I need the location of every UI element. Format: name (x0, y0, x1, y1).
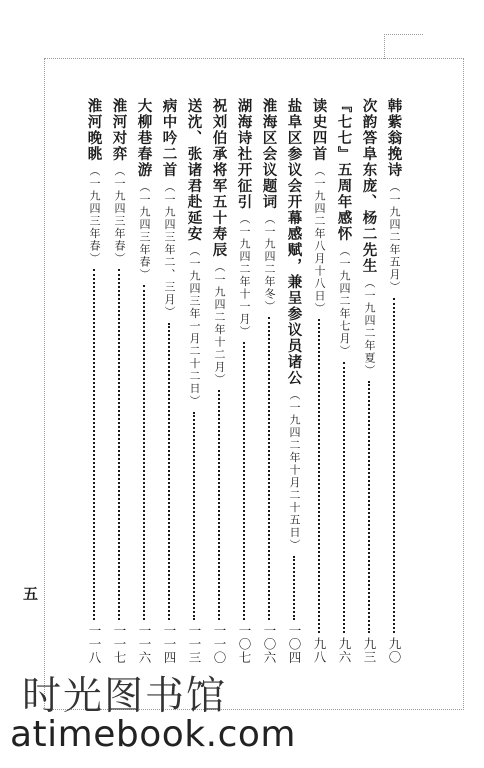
leader-dots (368, 381, 370, 633)
entry-title: 读史四首 (310, 98, 327, 162)
toc-entry[interactable] (232, 98, 256, 664)
entry-title: 盐阜区参议会开幕感赋，兼呈参议员诸公 (285, 98, 302, 386)
watermark-title: 时光图书馆 (22, 674, 228, 719)
entry-page: 一一四 (162, 623, 177, 664)
entry-date: （一九四三年春） (113, 165, 126, 265)
entry-title: 送沈、张诸君赴延安 (185, 98, 202, 242)
entry-date: （一九四二年十一月） (238, 213, 251, 338)
entry-page: 九〇 (387, 637, 402, 664)
toc-entry[interactable] (332, 98, 356, 664)
toc-entry[interactable] (357, 98, 381, 664)
entry-page: 一〇四 (287, 623, 302, 664)
entry-page: 一〇七 (237, 623, 252, 664)
entry-page: 一一六 (137, 623, 152, 664)
entry-date: （一九四三年春） (138, 181, 151, 281)
entry-date: （一九四三年春） (88, 165, 101, 265)
entry-date: （一九四二年八月十八日） (313, 165, 326, 315)
entry-date: （一九四二年五月） (388, 181, 401, 294)
entry-title: 淮河晚眺 (85, 98, 102, 162)
entry-page: 一一三 (187, 623, 202, 664)
leader-dots (193, 412, 195, 620)
leader-dots (218, 390, 220, 620)
watermark-url: atimebook.com (10, 714, 296, 755)
toc-entry[interactable] (207, 98, 231, 664)
entry-title: 淮海区会议题词 (260, 98, 277, 210)
leader-dots (318, 319, 320, 633)
toc-entry[interactable] (157, 98, 181, 664)
leader-dots (343, 362, 345, 634)
toc-entry[interactable] (132, 98, 156, 664)
leader-dots (93, 269, 95, 620)
entry-title: 祝刘伯承将军五十寿辰 (210, 98, 227, 258)
entry-page: 一〇六 (262, 623, 277, 664)
leader-dots (118, 269, 120, 620)
toc-entry[interactable] (307, 98, 331, 664)
toc-entry[interactable] (382, 98, 406, 664)
entry-page: 一一〇 (212, 623, 227, 664)
toc-entry[interactable] (282, 98, 306, 664)
entry-title: 大柳巷春游 (135, 98, 152, 178)
entry-page: 九六 (337, 637, 352, 664)
leader-dots (393, 298, 395, 634)
leader-dots (243, 342, 245, 620)
leader-dots (293, 556, 295, 620)
toc-entry[interactable] (82, 98, 106, 664)
toc-entry[interactable] (107, 98, 131, 664)
entry-date: （一九四二年七月） (338, 245, 351, 358)
entry-title: 淮河对弈 (110, 98, 127, 162)
entry-title: 病中吟二首 (160, 98, 177, 178)
entry-title: 『七七』五周年感怀 (335, 98, 352, 242)
entry-page: 九三 (362, 637, 377, 664)
entry-page: 九八 (312, 637, 327, 664)
entry-page: 一一七 (112, 623, 127, 664)
entry-date: （一九四二年冬） (263, 213, 276, 313)
entry-date: （一九四二年夏） (363, 277, 376, 377)
entry-date: （一九四三年一月二十二日） (188, 245, 201, 408)
entry-date: （一九四二年十月二十五日） (288, 389, 301, 552)
leader-dots (143, 285, 145, 620)
entry-page: 一一八 (87, 623, 102, 664)
toc-entry[interactable] (257, 98, 281, 664)
entry-title: 湖海诗社开征引 (235, 98, 252, 210)
entry-date: （一九四三年二、三月） (163, 181, 176, 319)
toc-entry[interactable] (182, 98, 206, 664)
folio-page-number: 五 (23, 585, 39, 603)
entry-title: 韩紫翁挽诗 (385, 98, 402, 178)
leader-dots (168, 323, 170, 620)
leader-dots (268, 317, 270, 620)
entry-title: 次韵答阜东庞、杨二先生 (360, 98, 377, 274)
entry-date: （一九四二年十二月） (213, 261, 226, 386)
